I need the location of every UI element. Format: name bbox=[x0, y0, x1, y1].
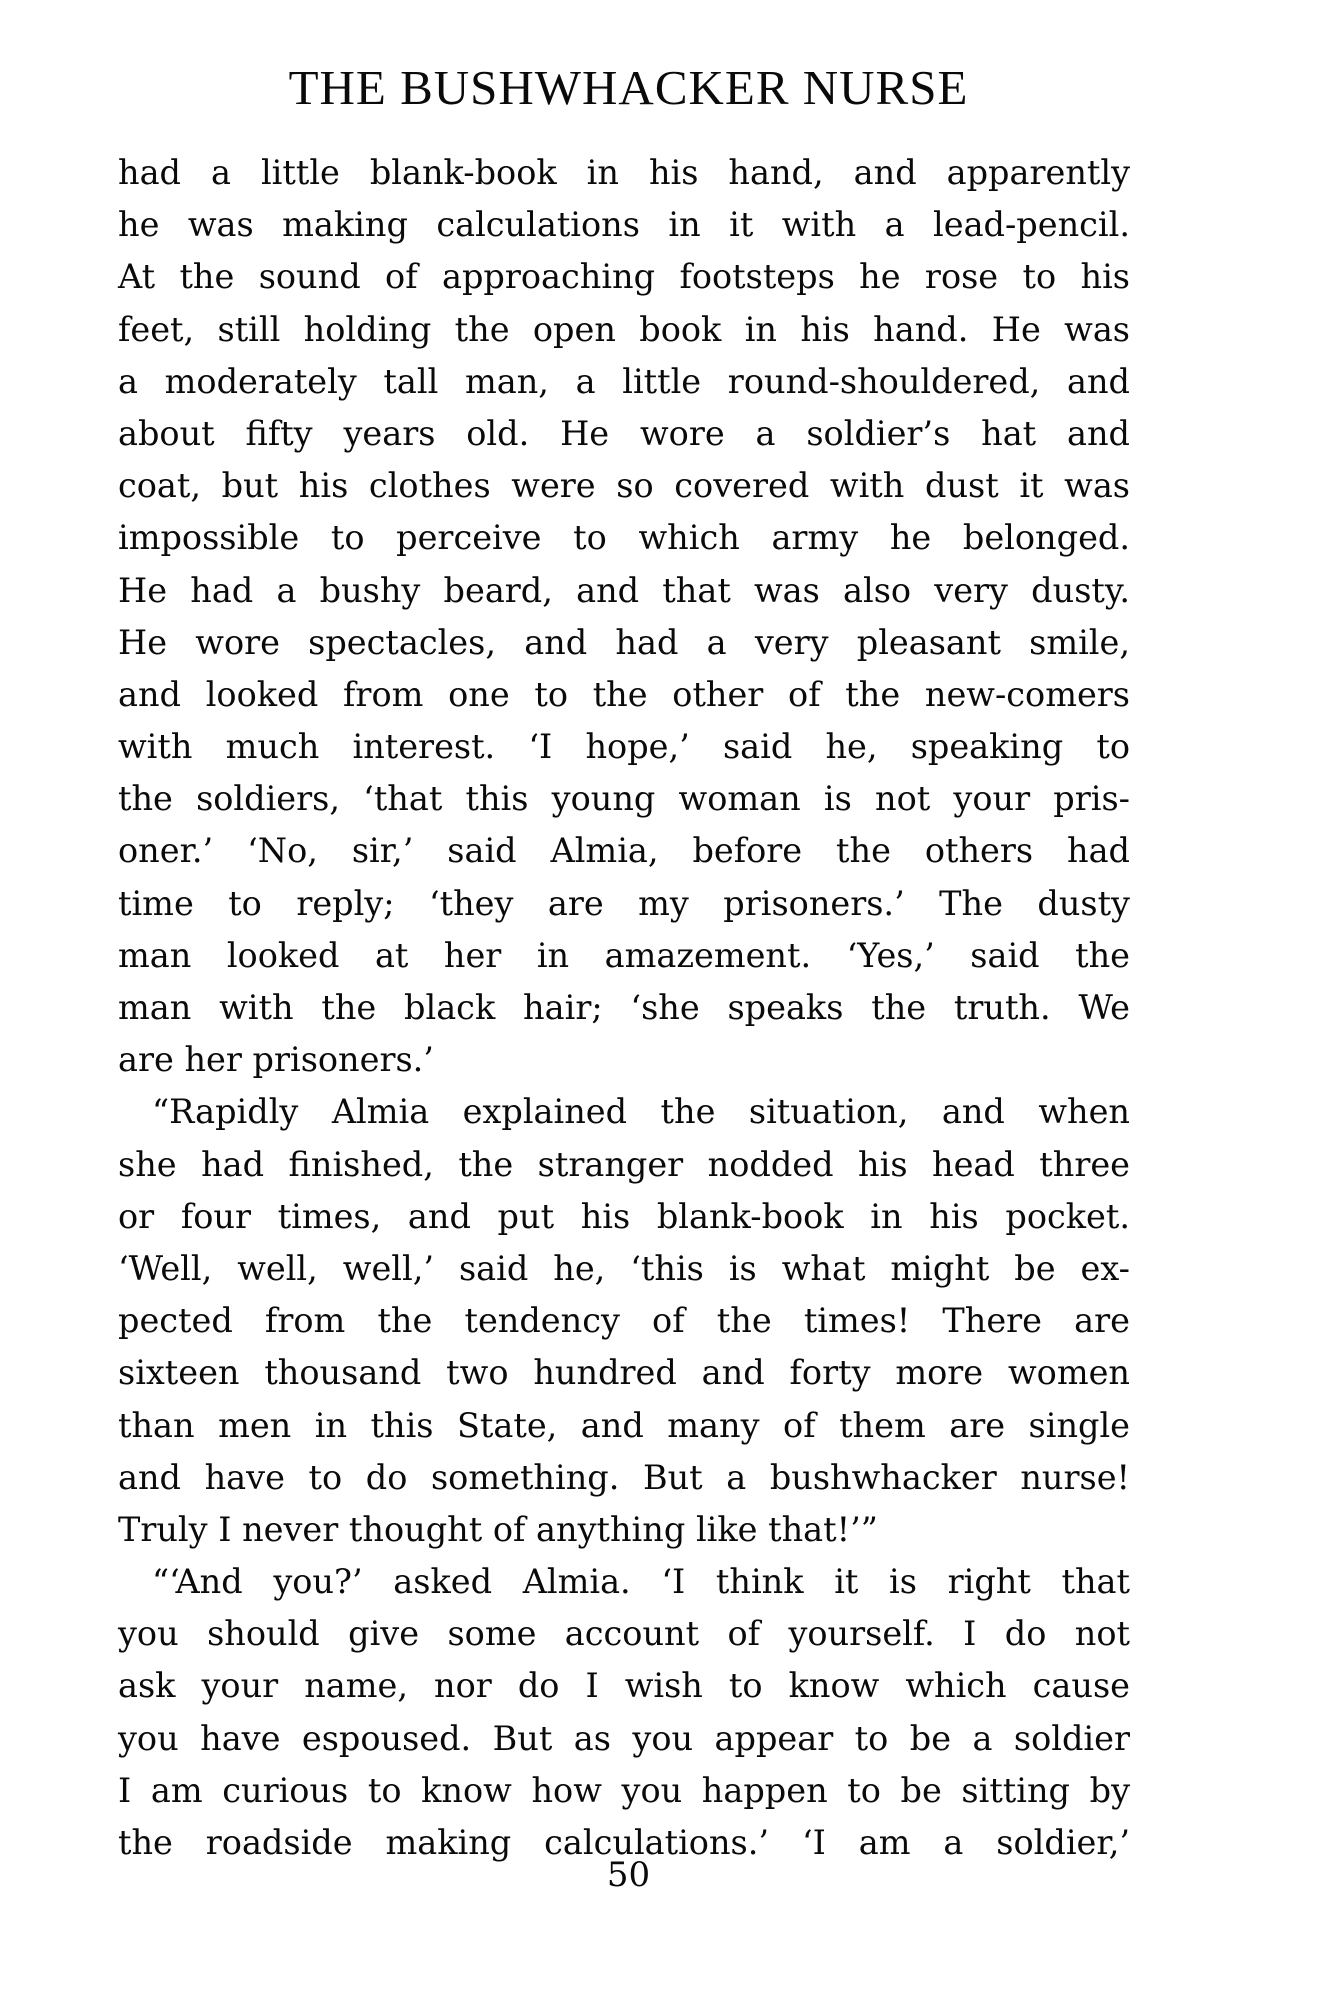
text-line: than men in this State, and many of them are single bbox=[118, 1405, 1130, 1445]
text-line-paragraph-start: “‘And you?’ asked Almia. ‘I think it is right that bbox=[152, 1562, 1130, 1602]
text-line: the roadside making calculations.’ ‘I am a soldier,’ bbox=[118, 1823, 1130, 1862]
text-line: had a little blank-book in his hand, and apparently bbox=[118, 153, 1130, 192]
running-head: THE BUSHWHACKER NURSE bbox=[288, 60, 969, 115]
text-line: you should give some account of yourself. I do not bbox=[118, 1614, 1130, 1654]
body-text bbox=[118, 147, 1130, 1869]
text-line: He had a bushy beard, and that was also very dusty. bbox=[118, 570, 1130, 610]
text-line: and have to do something. But a bushwhacker nurse! bbox=[118, 1457, 1130, 1497]
text-line: about fifty years old. He wore a soldier’s hat and bbox=[118, 413, 1130, 453]
text-line: feet, still holding the open book in his hand. He was bbox=[118, 309, 1130, 349]
text-line: with much interest. ‘I hope,’ said he, speaking to bbox=[118, 727, 1130, 767]
text-line: man looked at her in amazement. ‘Yes,’ said the bbox=[118, 935, 1130, 975]
text-line: I am curious to know how you happen to be sitting by bbox=[118, 1770, 1130, 1810]
text-line: he was making calculations in it with a lead-pencil. bbox=[118, 205, 1130, 245]
text-line-paragraph-end: are her prisoners.’ bbox=[118, 1040, 434, 1080]
text-line: pected from the tendency of the times! There are bbox=[118, 1301, 1130, 1341]
text-line: ask your name, nor do I wish to know which cause bbox=[118, 1666, 1130, 1706]
text-line: man with the black hair; ‘she speaks the truth. We bbox=[118, 988, 1130, 1027]
text-line: coat, but his clothes were so covered with dust it was bbox=[118, 466, 1130, 506]
text-line: a moderately tall man, a little round-shouldered, and bbox=[118, 361, 1130, 401]
text-line: time to reply; ‘they are my prisoners.’ The dusty bbox=[118, 883, 1130, 923]
page-number: 50 bbox=[606, 1855, 651, 1895]
text-line-paragraph-start: “Rapidly Almia explained the situation, and when bbox=[152, 1092, 1130, 1132]
text-line: impossible to perceive to which army he belonged. bbox=[118, 518, 1130, 558]
text-line: and looked from one to the other of the new-comers bbox=[118, 674, 1130, 714]
text-line: He wore spectacles, and had a very pleasant smile, bbox=[118, 622, 1130, 662]
text-line: At the sound of approaching footsteps he rose to his bbox=[118, 257, 1130, 297]
text-line-paragraph-end: Truly I never thought of anything like that!’” bbox=[118, 1509, 878, 1549]
text-line: the soldiers, ‘that this young woman is not your pris- bbox=[118, 779, 1130, 819]
text-line: or four times, and put his blank-book in his pocket. bbox=[118, 1196, 1130, 1236]
text-line: she had finished, the stranger nodded his head three bbox=[118, 1144, 1130, 1184]
text-line: you have espoused. But as you appear to be a soldier bbox=[118, 1718, 1130, 1758]
text-line: oner.’ ‘No, sir,’ said Almia, before the others had bbox=[118, 831, 1130, 871]
text-line: ‘Well, well, well,’ said he, ‘this is what might be ex- bbox=[118, 1248, 1130, 1288]
text-line: sixteen thousand two hundred and forty more women bbox=[118, 1353, 1130, 1393]
